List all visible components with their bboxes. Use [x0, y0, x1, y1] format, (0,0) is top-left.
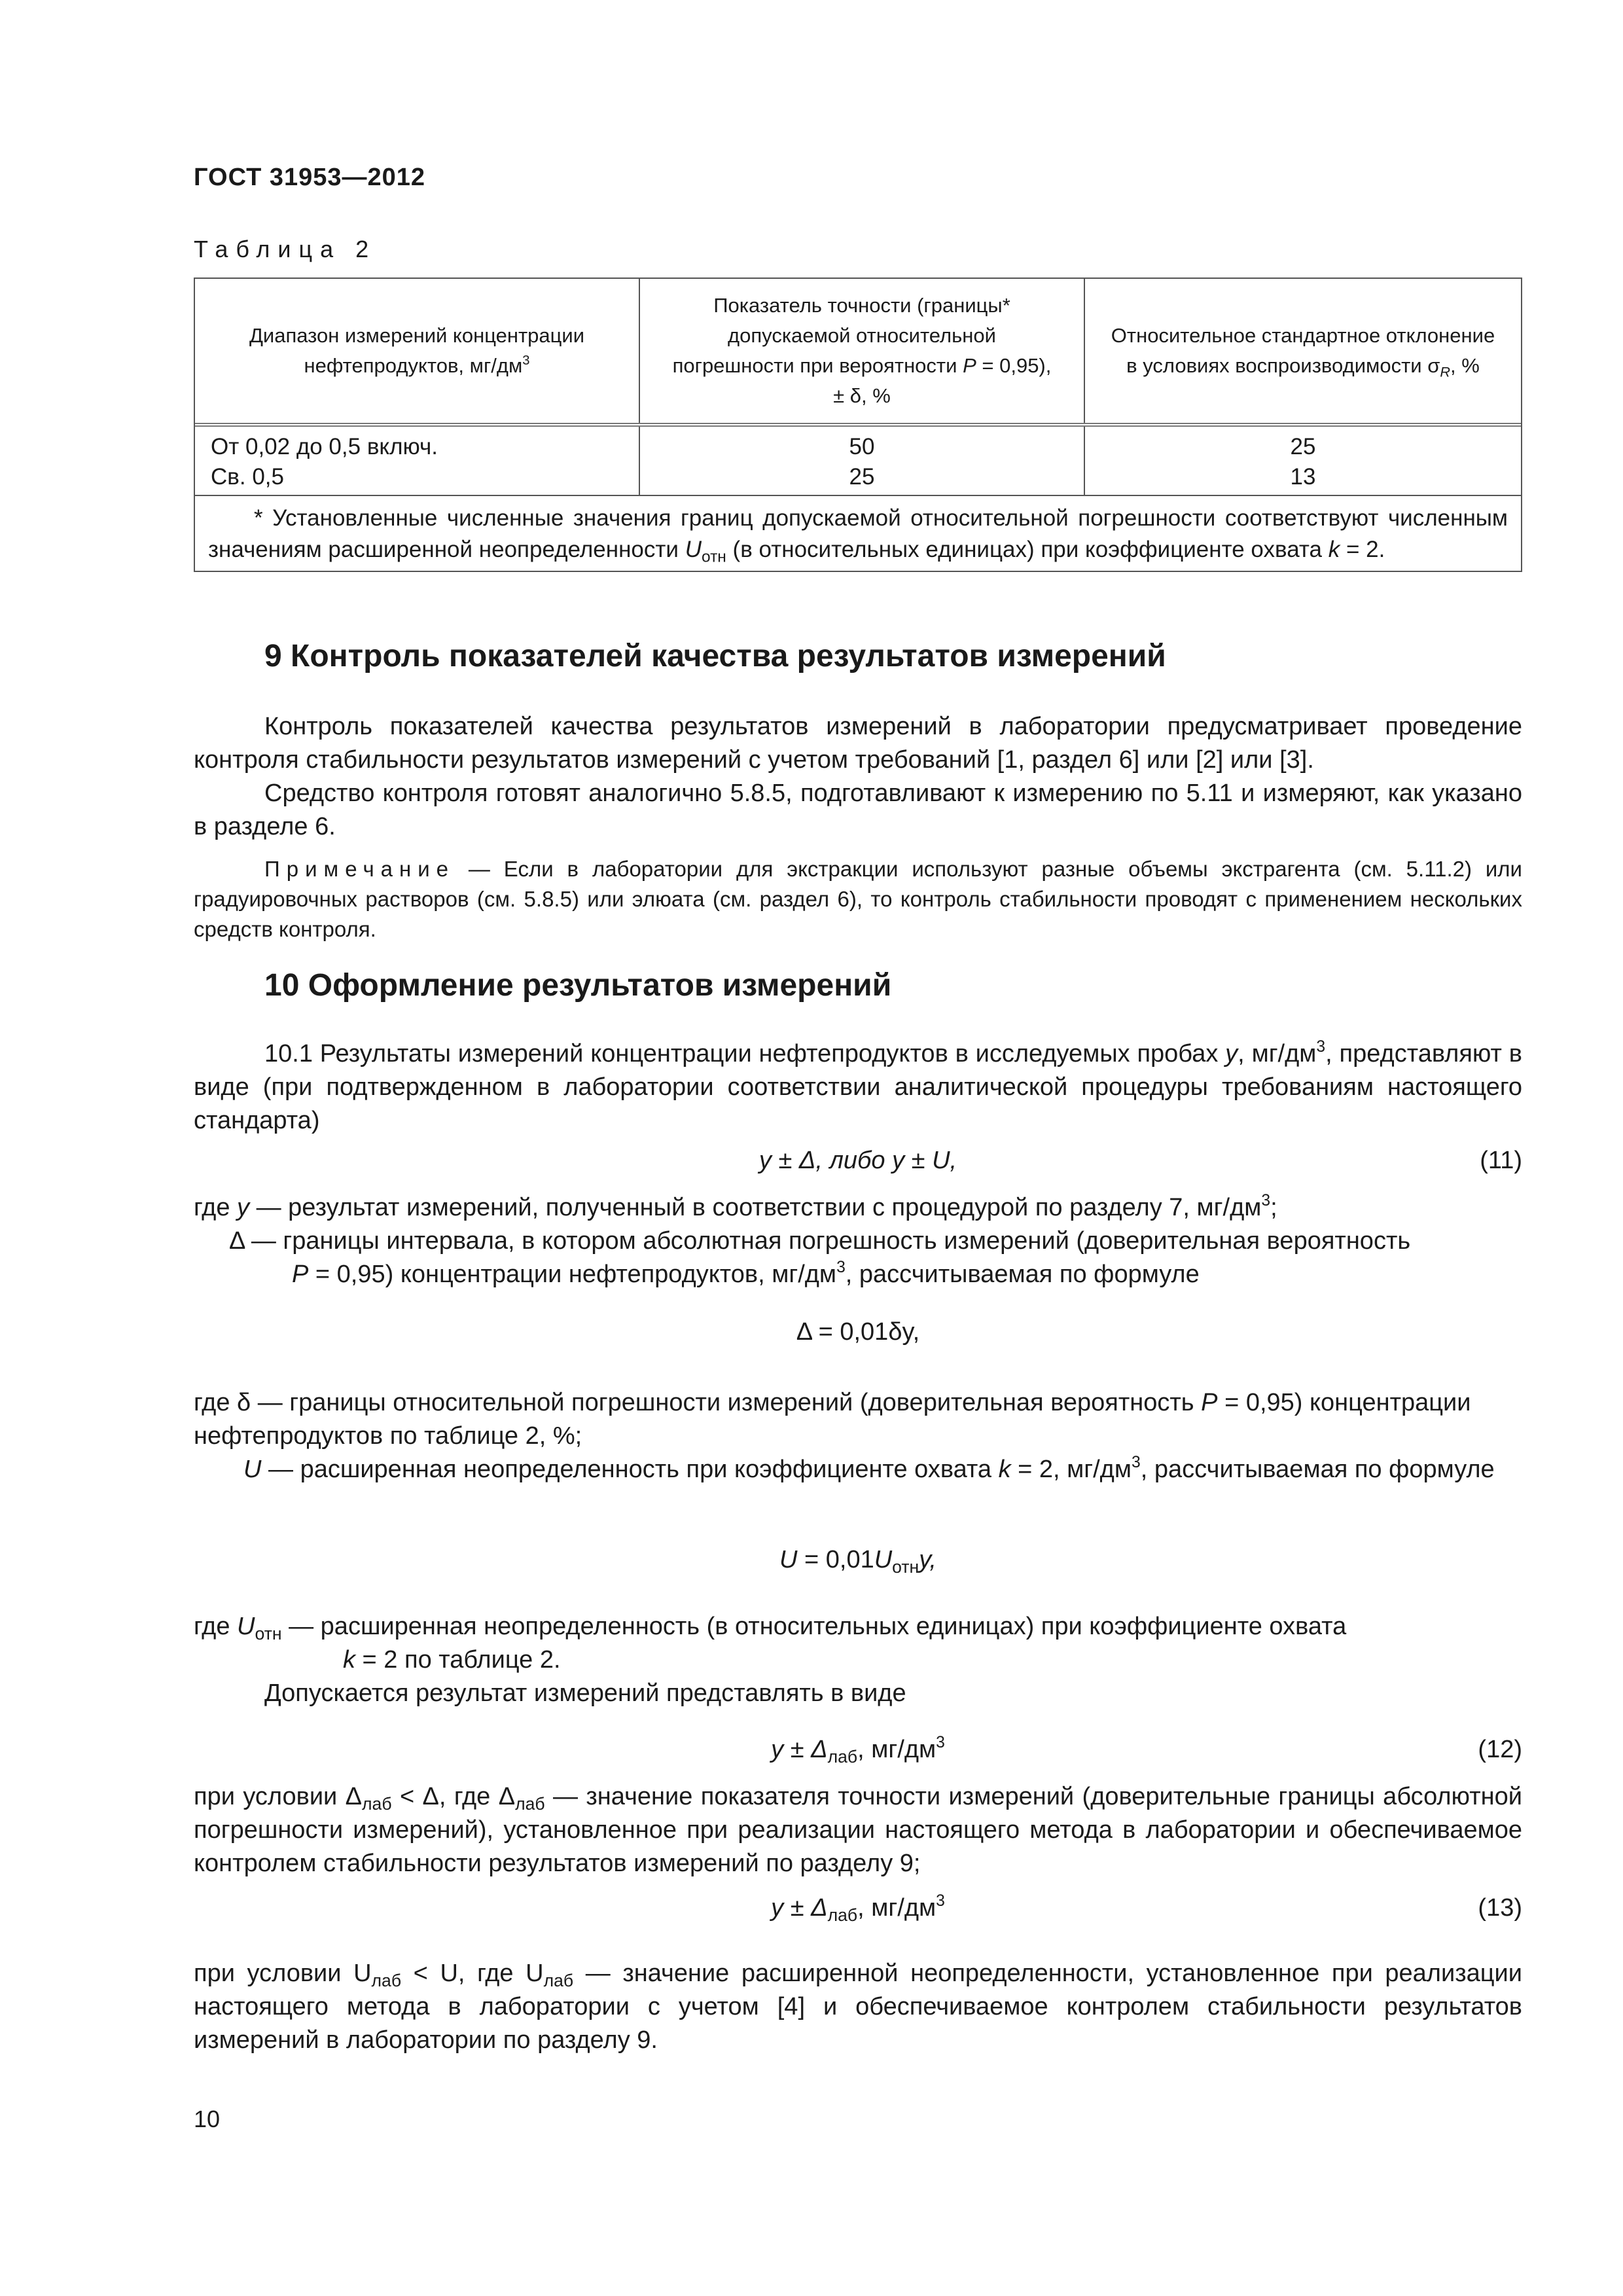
- section-9-note: Примечание — Если в лаборатории для экстракции используют разные объемы экстрагента (см. 5.11.2) или градуировочных растворов (см. 5.8.5) или элюата (см. раздел 6), то контроль стабильности проводят с применением нескольких средств контроля.: [194, 857, 1522, 941]
- formula-13: $y \pm \Delta_{лаб}$, $мг/дм^3$ (13): [771, 1892, 1522, 1925]
- definition-delta-cont: P = 0,95) концентрации нефтепродуктов, $мг/дм^3$, рассчитываемая по формуле: [292, 1259, 1200, 1288]
- section-9-paragraph-2: Средство контроля готовят аналогично 5.8.5, подготавливают к измерению по 5.11 и измеряют, как указано в разделе 6.: [194, 780, 1522, 840]
- section-10-paragraph-1: 10.1 Результаты измерений концентрации нефтепродуктов в исследуемых пробах y, $мг/дм^3$, представляют в виде (при подтвержденном в лаборатории соответствии аналитической процедуры требованиям настоящего стандарта): [194, 1038, 1522, 1134]
- header-accuracy: Показатель точности (границы* допускаемой относительной погрешности при вероятности P = 0,95), ± δ, %: [640, 279, 1085, 423]
- table-footnote: * Установленные численные значения границ допускаемой относительной погрешности соответствуют численным значениям расширенной неопределенности $U_{отн}$ (в относительных единицах) при коэффициенте охвата k = 2.: [195, 495, 1521, 571]
- table-cell: 13: [1290, 464, 1316, 490]
- section-9-title: 9 Контроль показателей качества результатов измерений: [264, 639, 1166, 673]
- table-cell: От 0,02 до 0,5 включ.: [211, 434, 438, 459]
- definition-y: где y — результат измерений, полученный в соответствии с процедурой по разделу 7, $мг/дм^3$;: [194, 1192, 1277, 1221]
- condition-12-paragraph: при условии $\Delta_{лаб} < \Delta$, где $\Delta_{лаб}$ — значение показателя точности измерений (доверительные границы абсолютной погрешности измерений), установленное при реализации настоящего метода в лаборатории и обеспечиваемое контролем стабильности результатов измерений по разделу 9;: [194, 1783, 1522, 1877]
- column-reproducibility: [1085, 427, 1521, 495]
- formula-11: y ± Δ, либо y ± U, (11): [194, 1144, 1522, 1177]
- allowed-form-paragraph: Допускается результат измерений представлять в виде: [264, 1679, 906, 1707]
- formula-number: (13): [1478, 1894, 1522, 1922]
- formula-number: (12): [1478, 1736, 1522, 1763]
- definition-u: U — расширенная неопределенность при коэффициенте охвата k = 2, $мг/дм^3$, рассчитываемая по формуле: [243, 1454, 1495, 1483]
- table-cell: Св. 0,5: [211, 464, 284, 490]
- formula-12: $y \pm \Delta_{лаб}$, $мг/дм^3$ (12): [771, 1734, 1522, 1767]
- formula-delta: Δ = 0,01δy,: [796, 1318, 920, 1346]
- document-code: ГОСТ 31953—2012: [194, 164, 426, 191]
- section-9-paragraph-1: Контроль показателей качества результатов измерений в лаборатории предусматривает проведение контроля стабильности результатов измерений с учетом требований [1, раздел 6] или [2] или [3].: [194, 713, 1522, 774]
- header-range: Диапазон измерений концентрации нефтепродуктов, $мг/дм^3$: [195, 279, 640, 423]
- condition-13-paragraph: при условии $U_{лаб} < U$, где $U_{лаб}$ — значение расширенной неопределенности, установленное при реализации настоящего метода в лаборатории с учетом [4] и обеспечиваемое контролем стабильности результатов измерений в лаборатории по разделу 9.: [194, 1960, 1522, 2054]
- section-10-title: 10 Оформление результатов измерений: [264, 968, 892, 1003]
- header-reproducibility: Относительное стандартное отклонение в условиях воспроизводимости $\sigma_R$, %: [1111, 324, 1495, 380]
- table-header: [195, 279, 1521, 427]
- definition-u-rel: где $U_{отн}$ — расширенная неопределенность (в относительных единицах) при коэффициенте охвата: [194, 1613, 1347, 1643]
- table-body: [195, 427, 1521, 495]
- column-range: [195, 427, 640, 495]
- column-accuracy: [640, 427, 1085, 495]
- table-cell: 50: [849, 434, 875, 459]
- definition-delta: Δ — границы интервала, в котором абсолютная погрешность измерений (доверительная вероятность: [229, 1227, 1411, 1255]
- formula-u: $U = 0,01U_{отн}y$,: [779, 1546, 936, 1577]
- definition-relative-error: где δ — границы относительной погрешности измерений (доверительная вероятность P = 0,95) концентрации нефтепродуктов по таблице 2, %;: [194, 1389, 1471, 1450]
- accuracy-table: [194, 278, 1522, 572]
- definition-u-rel-cont: k = 2 по таблице 2.: [343, 1646, 561, 1674]
- table-cell: 25: [849, 464, 875, 490]
- table-cell: 25: [1290, 434, 1316, 459]
- formula-number: (11): [1480, 1147, 1522, 1174]
- page-number: 10: [194, 2106, 221, 2132]
- table-caption: Таблица 2: [194, 236, 377, 262]
